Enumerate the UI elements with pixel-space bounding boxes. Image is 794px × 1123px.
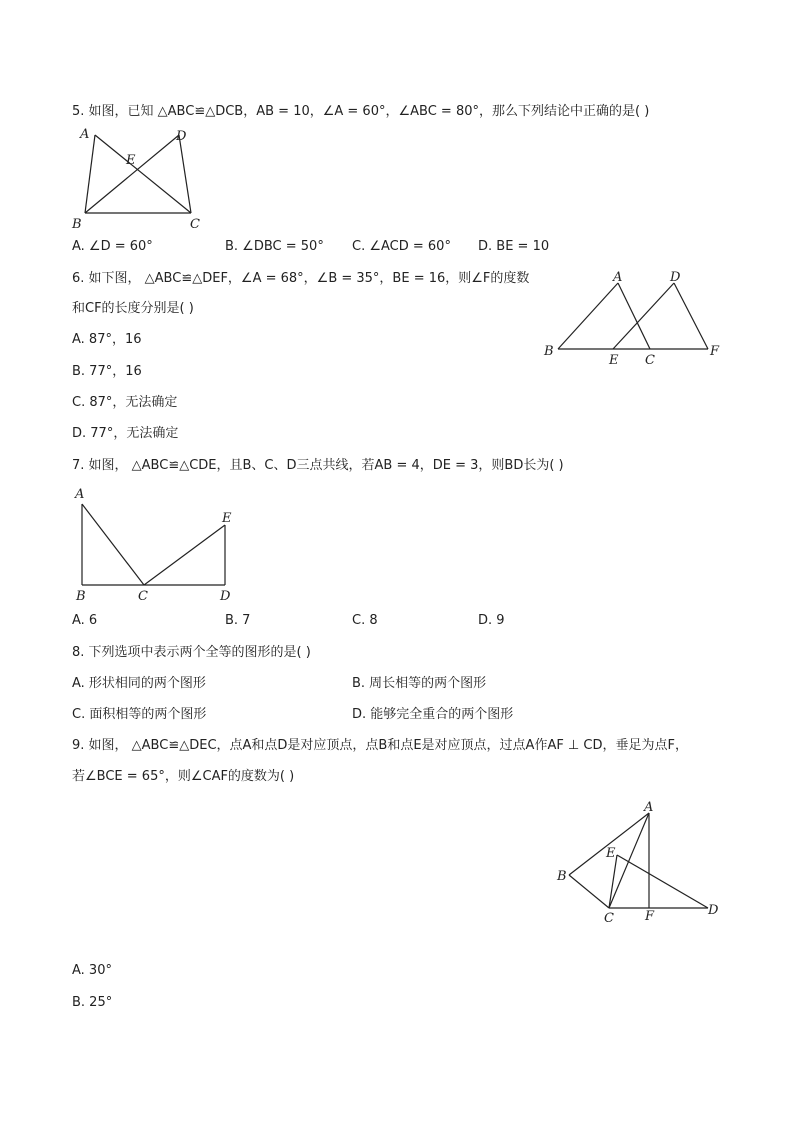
q7-option-a[interactable]: A. 6 [72,613,98,628]
q9-segment-ed [617,855,708,908]
q9-stem-line1: 9. 如图， △ABC≌△DEC，点A和点D是对应顶点，点B和点E是对应顶点，过点A作AF ⊥ CD，垂足为点F， [72,738,688,753]
q6-label-e: E [609,353,619,368]
q9-figure [550,795,730,930]
q7-label-a: A [75,487,85,502]
q6-label-a: A [613,270,623,285]
q5-segment-dc [179,135,191,213]
q9-label-d: D [708,903,719,918]
q8-option-d[interactable]: D. 能够完全重合的两个图形 [352,707,514,722]
q6-label-d: D [670,270,681,285]
q5-stem: 5. 如图，已知 △ABC≌△DCB，AB = 10，∠A = 60°，∠ABC = 80°，那么下列结论中正确的是( ) [72,104,650,119]
q7-label-d: D [220,589,231,604]
q7-segment-ce [144,525,225,585]
q5-segment-db [85,135,179,213]
q7-stem: 7. 如图， △ABC≌△CDE，且B、C、D三点共线，若AB = 4，DE = 3，则BD长为( ) [72,458,564,473]
q6-option-d[interactable]: D. 77°，无法确定 [72,426,179,441]
q5-option-a[interactable]: A. ∠D = 60° [72,239,153,254]
q6-option-a[interactable]: A. 87°，16 [72,332,142,347]
q6-stem-line2: 和CF的长度分别是( ) [72,301,194,316]
q6-stem-line1: 6. 如下图， △ABC≌△DEF，∠A = 68°，∠B = 35°，BE = 16，则∠F的度数 [72,271,530,286]
q5-label-b: B [72,217,82,232]
q6-option-c[interactable]: C. 87°，无法确定 [72,395,178,410]
q5-label-e: E [126,153,136,168]
q9-label-b: B [557,869,567,884]
q6-label-c: C [645,353,655,368]
q7-label-c: C [138,589,148,604]
q5-segment-ac [95,135,191,213]
q5-option-d[interactable]: D. BE = 10 [478,239,550,254]
q7-figure [70,482,245,604]
q6-segment-df [674,283,708,349]
q7-label-b: B [76,589,86,604]
q9-label-a: A [644,800,654,815]
q8-option-b[interactable]: B. 周长相等的两个图形 [352,676,487,691]
q9-option-a[interactable]: A. 30° [72,963,112,978]
q5-option-c[interactable]: C. ∠ACD = 60° [352,239,451,254]
q6-segment-ba [558,283,618,349]
q6-label-b: B [544,344,554,359]
q8-option-c[interactable]: C. 面积相等的两个图形 [72,707,207,722]
q6-label-f: F [710,344,720,359]
q5-label-a: A [80,127,90,142]
q8-stem: 8. 下列选项中表示两个全等的图形的是( ) [72,645,311,660]
q5-option-b[interactable]: B. ∠DBC = 50° [225,239,324,254]
q5-label-c: C [190,217,200,232]
q9-label-e: E [606,846,616,861]
q7-segment-ac [82,504,144,585]
q7-option-d[interactable]: D. 9 [478,613,505,628]
q7-option-c[interactable]: C. 8 [352,613,378,628]
q9-label-c: C [604,911,614,926]
q6-figure [540,265,730,370]
q5-segment-ab [85,135,95,213]
q9-segment-ce [609,855,617,908]
q9-segment-ab [569,813,649,875]
q9-label-f: F [645,909,655,924]
q6-option-b[interactable]: B. 77°，16 [72,364,142,379]
q7-option-b[interactable]: B. 7 [225,613,251,628]
q5-figure [60,122,220,234]
q9-stem-line2: 若∠BCE = 65°，则∠CAF的度数为( ) [72,769,295,784]
q9-option-b[interactable]: B. 25° [72,995,113,1010]
q9-segment-bc [569,875,609,908]
q7-label-e: E [222,511,232,526]
q5-label-d: D [176,129,187,144]
q8-option-a[interactable]: A. 形状相同的两个图形 [72,676,206,691]
